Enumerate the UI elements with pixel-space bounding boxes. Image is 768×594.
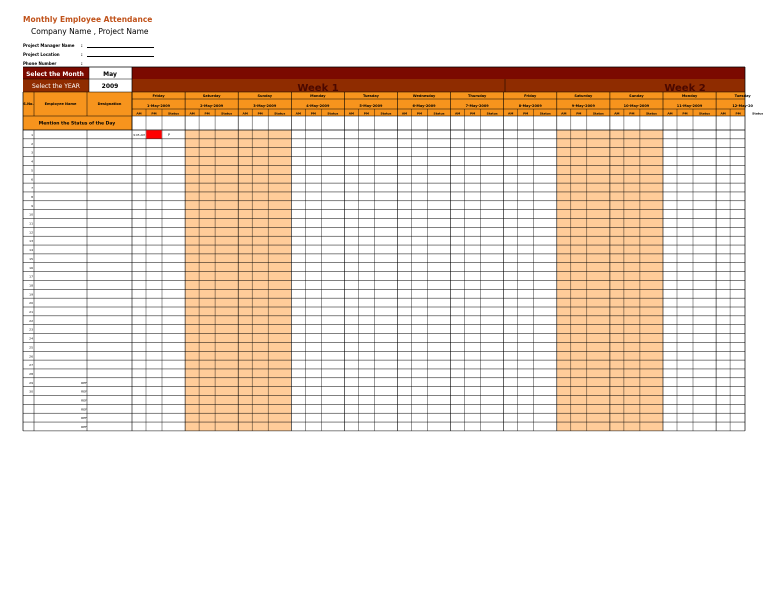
date-8: 9-May-2009 (571, 104, 595, 108)
subheader-am: AM (667, 111, 673, 116)
page-title: Monthly Employee Attendance (23, 15, 153, 24)
row-number: 26 (29, 354, 33, 359)
row-number: 16 (29, 265, 33, 270)
ref-label: REF (81, 425, 87, 430)
row-number: 30 (29, 389, 33, 394)
row-number: 1 (31, 133, 33, 137)
month-label: Select the Month (26, 71, 84, 78)
row-number: 10 (29, 212, 33, 217)
subheader-status: Status (486, 111, 498, 116)
sno-header: S.No. (23, 102, 34, 106)
subheader-am: AM (189, 111, 195, 116)
row-number: 4 (31, 159, 33, 164)
colon: : (81, 61, 83, 66)
row-number: 22 (29, 318, 33, 323)
row-number: 24 (29, 336, 33, 341)
row-number: 18 (29, 283, 33, 288)
subheader-status: Status (274, 111, 286, 116)
sample-status: P (168, 133, 170, 137)
day-name-1: Saturday (202, 94, 221, 98)
subheader-pm: PM (470, 111, 476, 116)
header-bar (132, 67, 745, 79)
row-number: 28 (29, 371, 33, 376)
date-6: 7-May-2009 (465, 104, 489, 108)
row-number: 13 (29, 239, 33, 244)
subheader-pm: PM (310, 111, 316, 116)
date-7: 8-May-2009 (518, 104, 542, 108)
row-number: 29 (29, 380, 33, 385)
subheader-status: Status (539, 111, 551, 116)
subheader-am: AM (454, 111, 461, 116)
subheader-am: AM (614, 111, 620, 116)
colon: : (81, 52, 83, 57)
subheader-status: Status (380, 111, 392, 116)
date-3: 4-May-2009 (306, 104, 330, 108)
day-name-4: Tuesday (362, 94, 379, 98)
date-5: 6-May-2009 (412, 104, 436, 108)
ref-label: REF (81, 380, 87, 385)
day-name-5: Wednesday (412, 94, 436, 98)
date-0: 1-May-2009 (146, 104, 171, 108)
day-name-3: Monday (310, 94, 326, 98)
project-manager-label: Project Manager Name (23, 43, 75, 48)
year-label: Select the YEAR (32, 83, 80, 90)
colon: : (81, 43, 83, 48)
row-number: 21 (29, 310, 33, 314)
subheader-status: Status (592, 111, 604, 116)
subheader-status: Status (752, 111, 764, 116)
subheader-am: AM (508, 111, 514, 116)
row-number: 27 (29, 363, 33, 368)
date-2: 3-May-2009 (253, 104, 277, 108)
sample-am-time: 9:05 AM (133, 133, 145, 137)
day-name-10: Monday (681, 94, 698, 98)
day-name-9: Sunday (629, 94, 644, 98)
date-1: 2-May-2009 (200, 104, 224, 108)
subheader-am: AM (348, 111, 355, 116)
subheader-pm: PM (629, 111, 635, 116)
year-value: 2009 (101, 83, 119, 90)
pm-cell-highlight[interactable] (146, 130, 161, 138)
month-value: May (103, 71, 117, 78)
project-location-label: Project Location (23, 52, 60, 57)
subheader-am: AM (295, 111, 301, 116)
row-number: 5 (31, 168, 33, 173)
row-number: 2 (31, 141, 33, 146)
day-name-11: Tuesday (734, 94, 751, 98)
day-name-8: Saturday (574, 94, 593, 98)
subheader-status: Status (645, 111, 657, 116)
day-name-7: Friday (524, 94, 537, 98)
row-number: 11 (29, 221, 33, 226)
row-number: 23 (29, 327, 33, 332)
subheader-pm: PM (682, 111, 688, 116)
subheader-am: AM (242, 111, 248, 116)
date-11: 12-May-20 (732, 104, 753, 108)
company-name: Company Name , Project Name (31, 27, 149, 36)
mention-row-blank (132, 116, 745, 130)
subheader-am: AM (720, 111, 726, 116)
row-number: 19 (29, 292, 33, 297)
day-name-2: Sunday (257, 94, 273, 98)
subheader-status: Status (168, 111, 180, 116)
week-1-label: Week 1 (297, 83, 339, 94)
row-number: 15 (29, 256, 33, 261)
subheader-am: AM (401, 111, 408, 116)
subheader-pm: PM (523, 111, 529, 116)
employee-name-header: Employee Name (44, 102, 77, 106)
subheader-status: Status (699, 111, 711, 116)
ref-label: REF (81, 389, 87, 394)
ref-label: REF (81, 416, 87, 421)
subheader-status: Status (327, 111, 339, 116)
row-number: 3 (31, 150, 33, 155)
row-number: 6 (31, 177, 33, 182)
subheader-status: Status (433, 111, 445, 116)
row-number: 17 (29, 274, 33, 279)
phone-number-label: Phone Number (23, 61, 57, 66)
date-10: 11-May-2009 (676, 104, 703, 108)
mention-status-label: Mention the Status of the Day (38, 121, 116, 127)
day-name-6: Thursday (468, 94, 487, 98)
row-number: 25 (29, 345, 33, 350)
row-number: 14 (29, 248, 33, 253)
subheader-am: AM (561, 111, 567, 116)
subheader-pm: PM (151, 111, 157, 116)
ref-label: REF (81, 407, 87, 412)
row-number: 8 (31, 194, 33, 199)
day-name-0: Friday (152, 94, 165, 98)
week-2-label: Week 2 (664, 83, 706, 94)
date-4: 5-May-2009 (359, 104, 383, 108)
subheader-status: Status (221, 111, 233, 116)
subheader-pm: PM (257, 111, 263, 116)
week-bar (132, 79, 745, 92)
row-number: 20 (29, 301, 33, 306)
subheader-pm: PM (576, 111, 582, 116)
ref-label: REF (81, 398, 87, 403)
row-number: 9 (31, 203, 33, 208)
designation-header: Designation (97, 102, 122, 106)
subheader-pm: PM (363, 111, 369, 116)
subheader-pm: PM (204, 111, 210, 116)
subheader-pm: PM (735, 111, 741, 116)
row-number: 12 (29, 230, 33, 235)
row-number: 7 (31, 186, 33, 191)
date-9: 10-May-2009 (623, 104, 650, 108)
subheader-am: AM (136, 111, 142, 116)
subheader-pm: PM (416, 111, 423, 116)
